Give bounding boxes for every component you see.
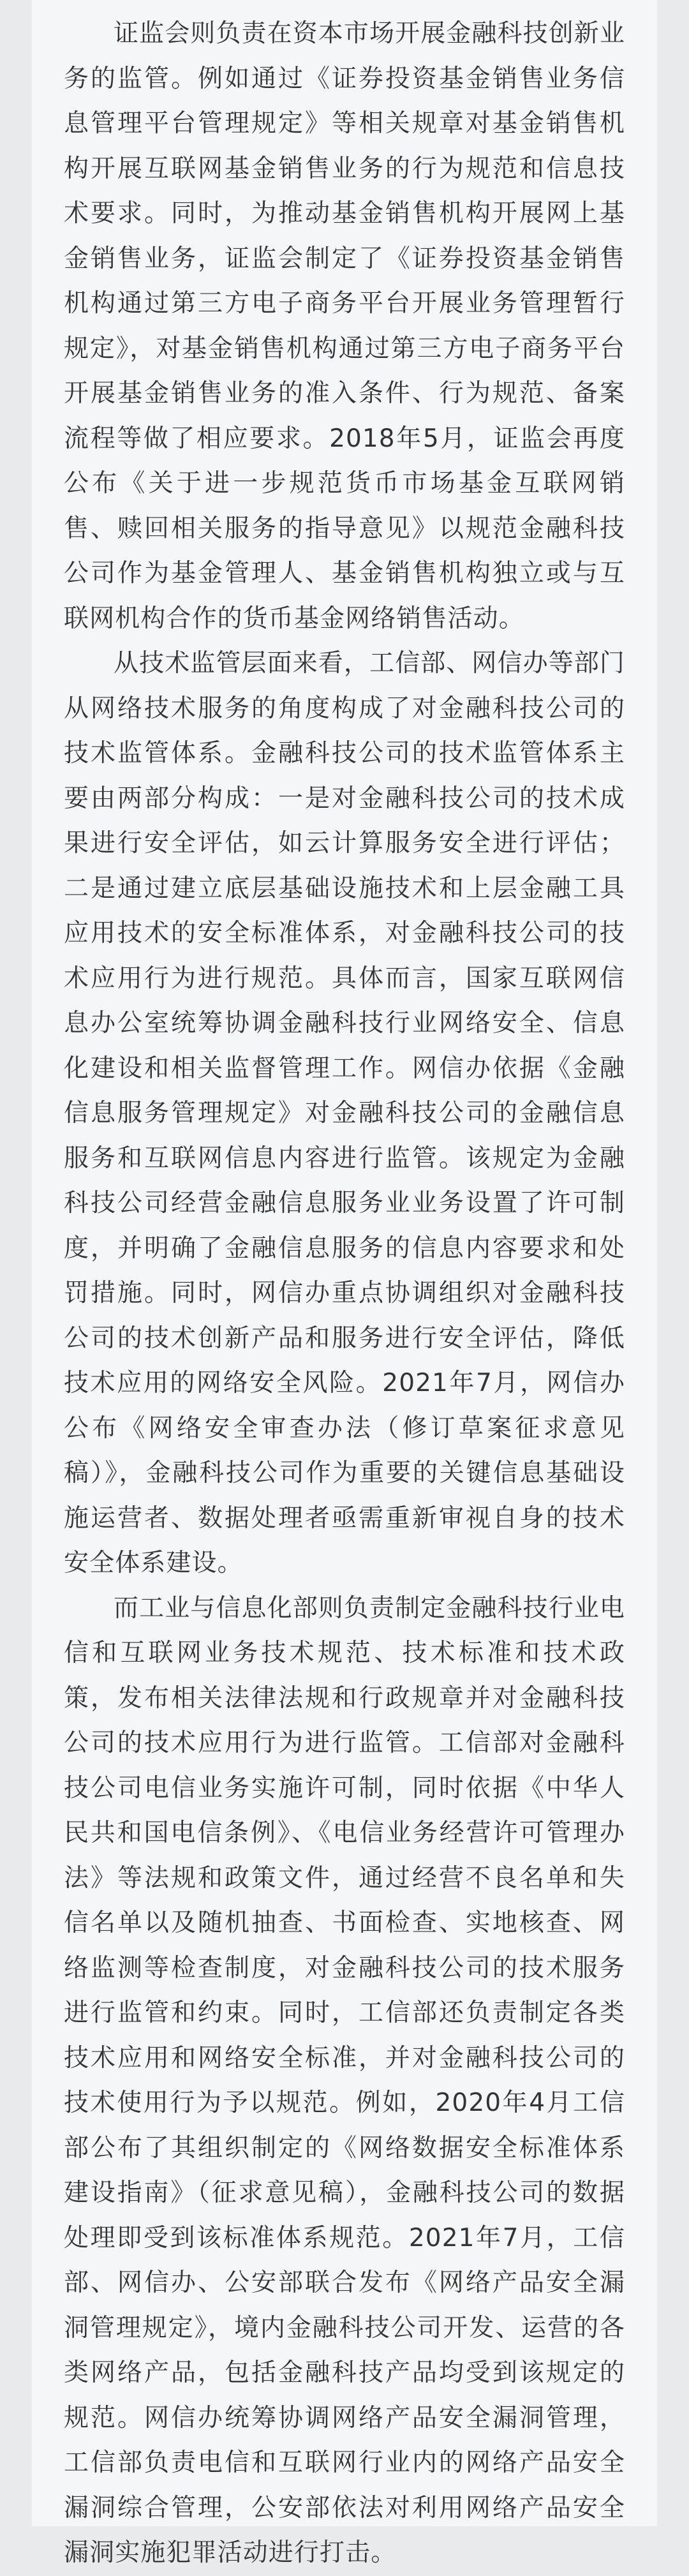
article-card xyxy=(32,0,657,2567)
paragraph-tech-supervision: 从技术监管层面来看，工信部、网信办等部门从网络技术服务的角度构成了对金融科技公司的技术监管体系。金融科技公司的技术监管体系主要由两部分构成：一是对金融科技公司的技术成果进行安全评估，如云计算服务安全进行评估；二是通过建立底层基础设施技术和上层金融工具应用技术的安全标准体系，对金融科技公司的技术应用行为进行规范。具体而言，国家互联网信息办公室统筹协调金融科技行业网络安全、信息化建设和相关监督管理工作。网信办依据《金融信息服务管理规定》对金融科技公司的金融信息服务和互联网信息内容进行监管。该规定为金融科技公司经营金融信息服务业业务设置了许可制度，并明确了金融信息服务的信息内容要求和处罚措施。同时，网信办重点协调组织对金融科技公司的技术创新产品和服务进行安全评估，降低技术应用的网络安全风险。2021年7月，网信办公布《网络安全审查办法（修订草案征求意见稿）》，金融科技公司作为重要的关键信息基础设施运营者、数据处理者亟需重新审视自身的技术安全体系建设。 xyxy=(64,649,626,1577)
paragraph-miit: 而工业与信息化部则负责制定金融科技行业电信和互联网业务技术规范、技术标准和技术政策，发布相关法律法规和行政规章并对金融科技公司的技术应用行为进行监管。工信部对金融科技公司电信业务实施许可制，同时依据《中华人民共和国电信条例》、《电信业务经营许可管理办法》等法规和政策文件，通过经营不良名单和失信名单以及随机抽查、书面检查、实地核查、网络监测等检查制度，对金融科技公司的技术服务进行监管和约束。同时，工信部还负责制定各类技术应用和网络安全标准，并对金融科技公司的技术使用行为予以规范。例如，2020年4月工信部公布了其组织制定的《网络数据安全标准体系建设指南》（征求意见稿），金融科技公司的数据处理即受到该标准体系规范。2021年7月，工信部、网信办、公安部联合发布《网络产品安全漏洞管理规定》，境内金融科技公司开发、运营的各类网络产品，包括金融科技产品均受到该规定的规范。网信办统筹协调网络产品安全漏洞管理，工信部负责电信和互联网行业内的网络产品安全漏洞综合管理，公安部依法对利用网络产品安全漏洞实施犯罪活动进行打击。 xyxy=(64,1593,626,2567)
clipped-previous-line xyxy=(96,0,657,8)
paragraph-csrc: 证监会则负责在资本市场开展金融科技创新业务的监管。例如通过《证券投资基金销售业务信息管理平台管理规定》等相关规章对基金销售机构开展互联网基金销售业务的行为规范和信息技术要求。同时，为推动基金销售机构开展网上基金销售业务，证监会制定了《证券投资基金销售机构通过第三方电子商务平台开展业务管理暂行规定》，对基金销售机构通过第三方电子商务平台开展基金销售业务的准入条件、行为规范、备案流程等做了相应要求。2018年5月，证监会再度公布《关于进一步规范货币市场基金互联网销售、赎回相关服务的指导意见》以规范金融科技公司作为基金管理人、基金销售机构独立或与互联网机构合作的货币基金网络销售活动。 xyxy=(64,19,626,633)
article-body xyxy=(64,11,625,2576)
